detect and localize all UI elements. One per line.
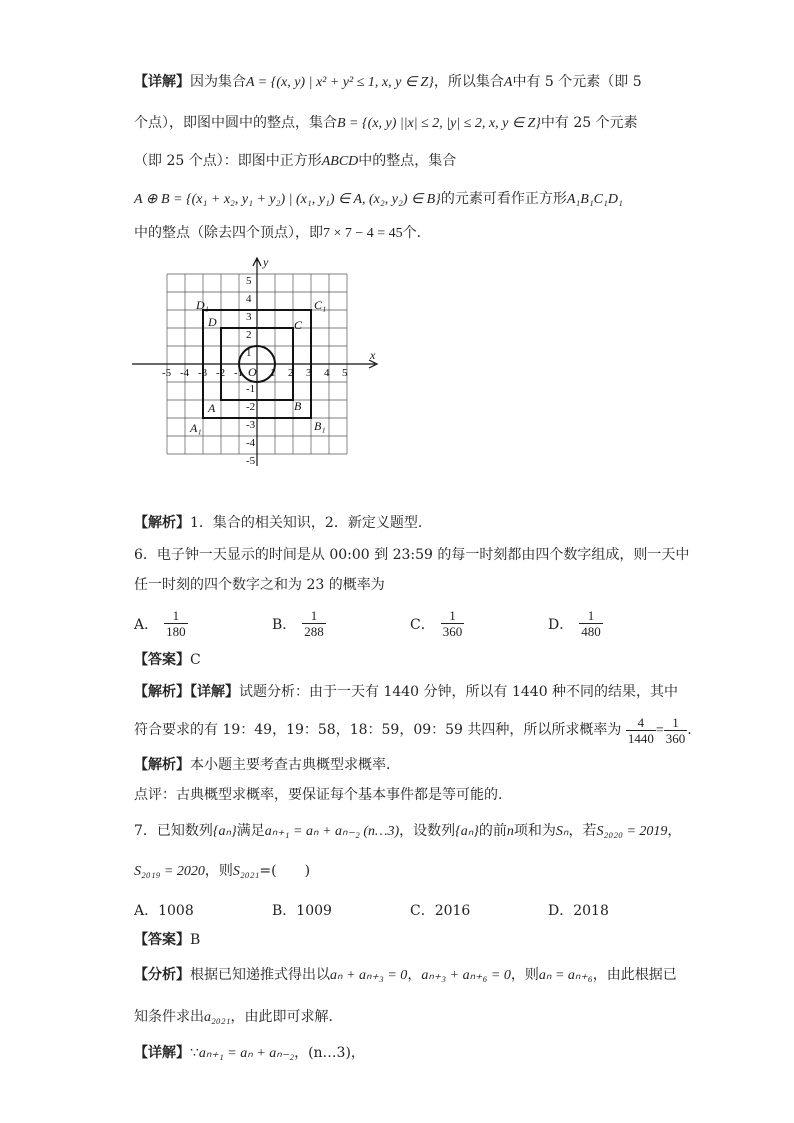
set-a-formula: A = {(x, y) | x² + y² ≤ 1, x, y ∈ Z} (246, 75, 434, 90)
label-b1: B₁ (314, 419, 326, 433)
x-tick-label: 1 (270, 367, 276, 379)
q7-recurrence: aₙ₊₁ = aₙ + aₙ₋₂ (n…3) (264, 824, 400, 839)
origin-label: O (248, 365, 257, 379)
y-tick-label: 3 (246, 311, 252, 323)
y-tick-label: 5 (246, 275, 252, 287)
label-c: C (294, 318, 303, 332)
q7-answer: 【答案】B (134, 932, 201, 948)
q6-option-b[interactable]: B． $\frac{1}{288}$ (272, 608, 324, 639)
x-tick-label: -5 (162, 367, 172, 379)
q6-option-d[interactable]: D． $\frac{1}{480}$ (548, 608, 601, 639)
detail-line-2: 个点），即图中圆中的整点，集合B = {(x, y) ||x| ≤ 2, |y| ≤ 2, x, y ∈ Z}中有 25 个元素 (134, 115, 638, 131)
analysis-5: 【解析】1．集合的相关知识，2．新定义题型． (134, 515, 432, 531)
y-tick-label: -3 (246, 419, 256, 431)
x-tick-label: 5 (342, 367, 348, 379)
q6-option-a[interactable]: A． $\frac{1}{180}$ (134, 608, 186, 639)
coordinate-figure (128, 252, 388, 467)
q6-detail-1: 【解析】【详解】试题分析：由于一天有 1440 分钟，所以有 1440 种不同的结果，其中 (134, 684, 679, 700)
label-a: A (208, 401, 216, 415)
q7-option-d[interactable]: D．2018 (548, 903, 609, 919)
q6-stem-1: 6．电子钟一天显示的时间是从 00:00 到 23:59 的每一时刻都由四个数字组成，则一天中 (134, 547, 690, 563)
q6-answer: 【答案】C (134, 652, 201, 668)
x-tick-label: -2 (216, 367, 226, 379)
y-tick-label: -1 (246, 383, 256, 395)
detail-line-1: 【详解】因为集合A = {(x, y) | x² + y² ≤ 1, x, y ∈ Z}，所以集合A中有 5 个元素（即 5 (134, 74, 642, 90)
q6-option-c[interactable]: C． $\frac{1}{360}$ (410, 608, 463, 639)
y-axis (253, 258, 261, 466)
y-tick-label: -2 (246, 401, 256, 413)
q7-option-b[interactable]: B．1009 (272, 903, 332, 919)
detail-tag: 【详解】 (134, 74, 190, 90)
x-tick-label: 2 (288, 367, 294, 379)
x-axis-label: x (370, 348, 376, 362)
q7-analysis-1: 【分析】根据已知递推式得出以aₙ + aₙ₊₃ = 0，aₙ₊₃ + aₙ₊₆ = 0，则aₙ = aₙ₊₆，由此根据已 (134, 967, 677, 983)
q6-comment: 点评：古典概型求概率，要保证每个基本事件都是等可能的. (134, 787, 503, 803)
label-a1: A₁ (190, 421, 202, 435)
detail-line-5: 中的整点（除去四个顶点），即7 × 7 − 4 = 45个． (134, 225, 431, 241)
y-tick-label: 4 (246, 293, 252, 305)
y-tick-label: -5 (246, 455, 256, 467)
y-tick-label: 2 (246, 329, 252, 341)
x-tick-label: 3 (306, 367, 312, 379)
q7-analysis-2: 知条件求出a₂₀₂₁，由此即可求解． (134, 1009, 343, 1025)
q6-detail-2: 符合要求的有 19：49，19：58，18：59，09：59 共四种，所以所求概率为 $\frac{4}{1440}$ = $\frac{1}{360}$ . (134, 714, 692, 746)
detail-line-3: （即 25 个点）：即图中正方形ABCD中的整点，集合 (134, 153, 457, 169)
set-a-plus-b-formula: A ⊕ B = {(x₁ + x₂, y₁ + y₂) | (x₁, y₁) ∈ A, (x₂, y₂) ∈ B} (134, 192, 441, 207)
x-tick-label: -4 (180, 367, 190, 379)
q6-stem-2: 任一时刻的四个数字之和为 23 的概率为 (134, 577, 385, 593)
y-tick-label: -4 (246, 437, 256, 449)
q6-analysis: 【解析】本小题主要考查古典概型求概率． (134, 757, 400, 773)
y-axis-label: y (263, 255, 269, 269)
q7-option-c[interactable]: C．2016 (410, 903, 471, 919)
x-tick-label: -3 (198, 367, 208, 379)
label-b: B (294, 399, 302, 413)
detail-line-4: A ⊕ B = {(x₁ + x₂, y₁ + y₂) | (x₁, y₁) ∈ A, (x₂, y₂) ∈ B}的元素可看作正方形A₁B₁C₁D₁ (134, 191, 623, 207)
label-d1: D₁ (196, 298, 209, 312)
label-d: D (208, 315, 217, 329)
q7-stem-1: 7．已知数列{aₙ}满足aₙ₊₁ = aₙ + aₙ₋₂ (n…3)，设数列{aₙ}的前n项和为Sₙ，若S₂₀₂₀ = 2019， (134, 823, 682, 839)
y-tick-label: 1 (246, 347, 252, 359)
x-tick-label: 4 (324, 367, 330, 379)
q7-detail: 【详解】∵aₙ₊₁ = aₙ + aₙ₋₂，(n…3)， (134, 1045, 365, 1061)
axes (132, 258, 377, 466)
set-b-formula: B = {(x, y) ||x| ≤ 2, |y| ≤ 2, x, y ∈ Z} (337, 116, 541, 131)
label-c1: C₁ (314, 298, 327, 312)
x-tick-label: -1 (234, 367, 244, 379)
q7-stem-2: S₂₀₁₉ = 2020，则S₂₀₂₁=( ) (134, 863, 311, 879)
q7-option-a[interactable]: A．1008 (134, 903, 194, 919)
